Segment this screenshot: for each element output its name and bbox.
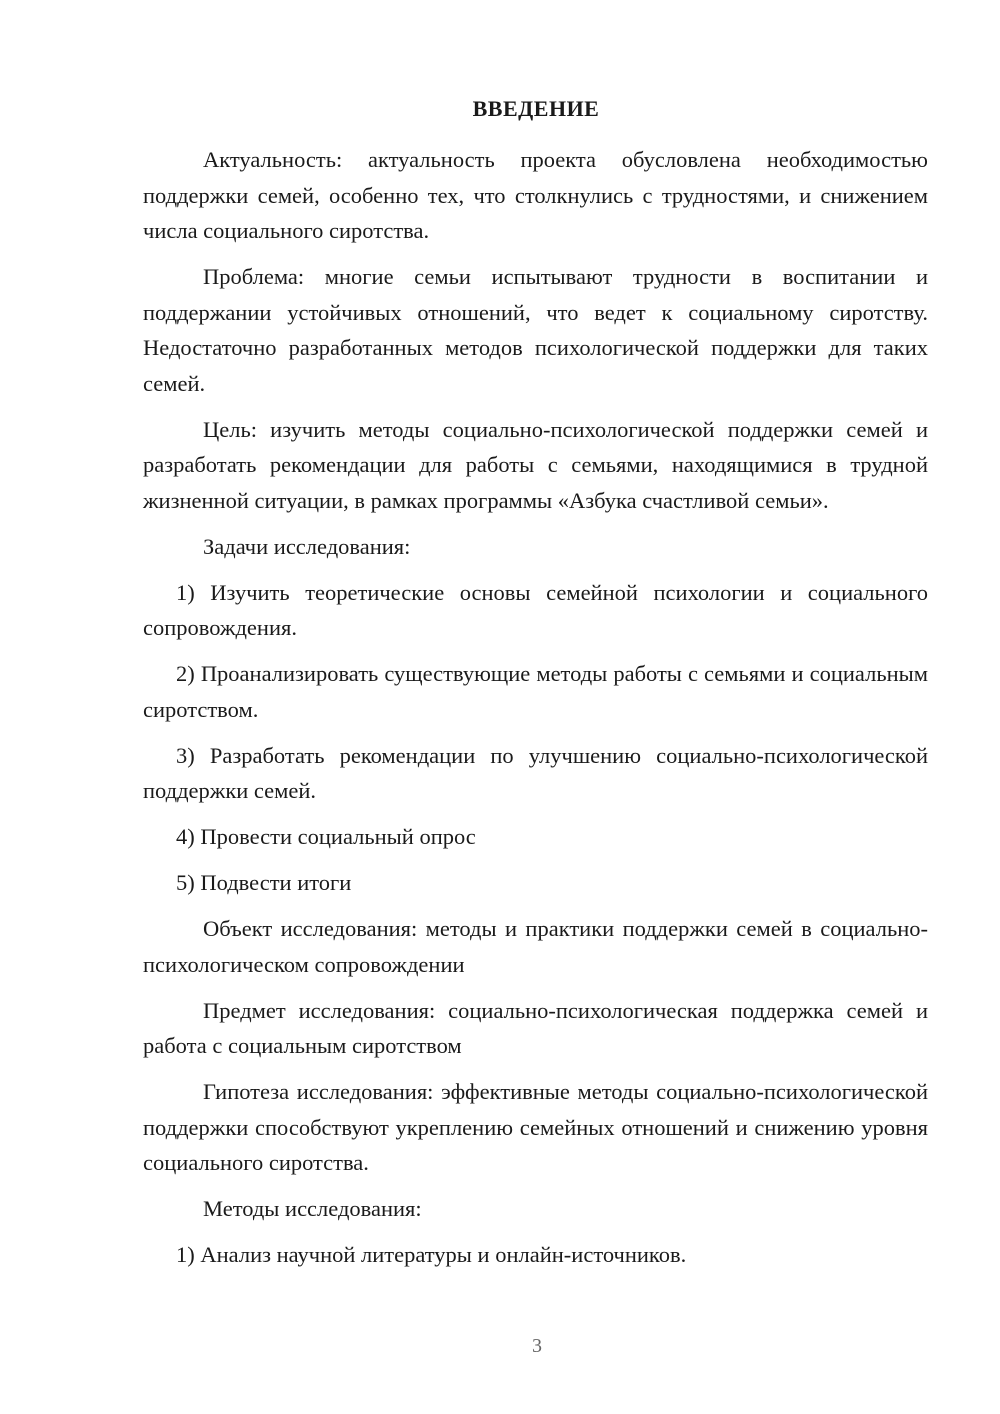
relevance-paragraph: Актуальность: актуальность проекта обусловлена необходимостью поддержки семей, особенно тех, что столкнулись с трудностями, и снижением числа социального сиротства. [143,147,928,243]
method-item-1: 1) Анализ научной литературы и онлайн-источников. [176,1242,687,1267]
problem-paragraph: Проблема: многие семьи испытывают трудности в воспитании и поддержании устойчивых отношений, что ведет к социальному сиротству. Недостаточно разработанных методов психологической поддержки для таких семей. [143,264,928,396]
task-item-5: 5) Подвести итоги [176,870,352,895]
task-item-2: 2) Проанализировать существующие методы работы с семьями и социальным сиротством. [143,661,928,722]
page-title: ВВЕДЕНИЕ [472,96,600,121]
goal-paragraph: Цель: изучить методы социально-психологической поддержки семей и разработать рекомендации для работы с семьями, находящимися в трудной жизненной ситуации, в рамках программы «Азбука счастливой семьи». [143,416,928,513]
task-item-1: 1) Изучить теоретические основы семейной психологии и социального сопровождения. [143,579,928,640]
subject-paragraph: Предмет исследования: социально-психологическая поддержка семей и работа с социальным сиротством [143,997,928,1058]
methods-heading: Методы исследования: [203,1196,422,1221]
task-item-4: 4) Провести социальный опрос [176,824,476,849]
document-body [143,142,928,1273]
task-item-3: 3) Разработать рекомендации по улучшению социально-психологической поддержки семей. [143,742,928,803]
tasks-heading: Задачи исследования: [203,533,411,559]
hypothesis-paragraph: Гипотеза исследования: эффективные методы социально-психологической поддержки способствуют укреплению семейных отношений и снижению уровня социального сиротства. [143,1079,928,1175]
page-number: 3 [532,1335,542,1357]
object-paragraph: Объект исследования: методы и практики поддержки семей в социально-психологическом сопровождении [143,916,928,977]
